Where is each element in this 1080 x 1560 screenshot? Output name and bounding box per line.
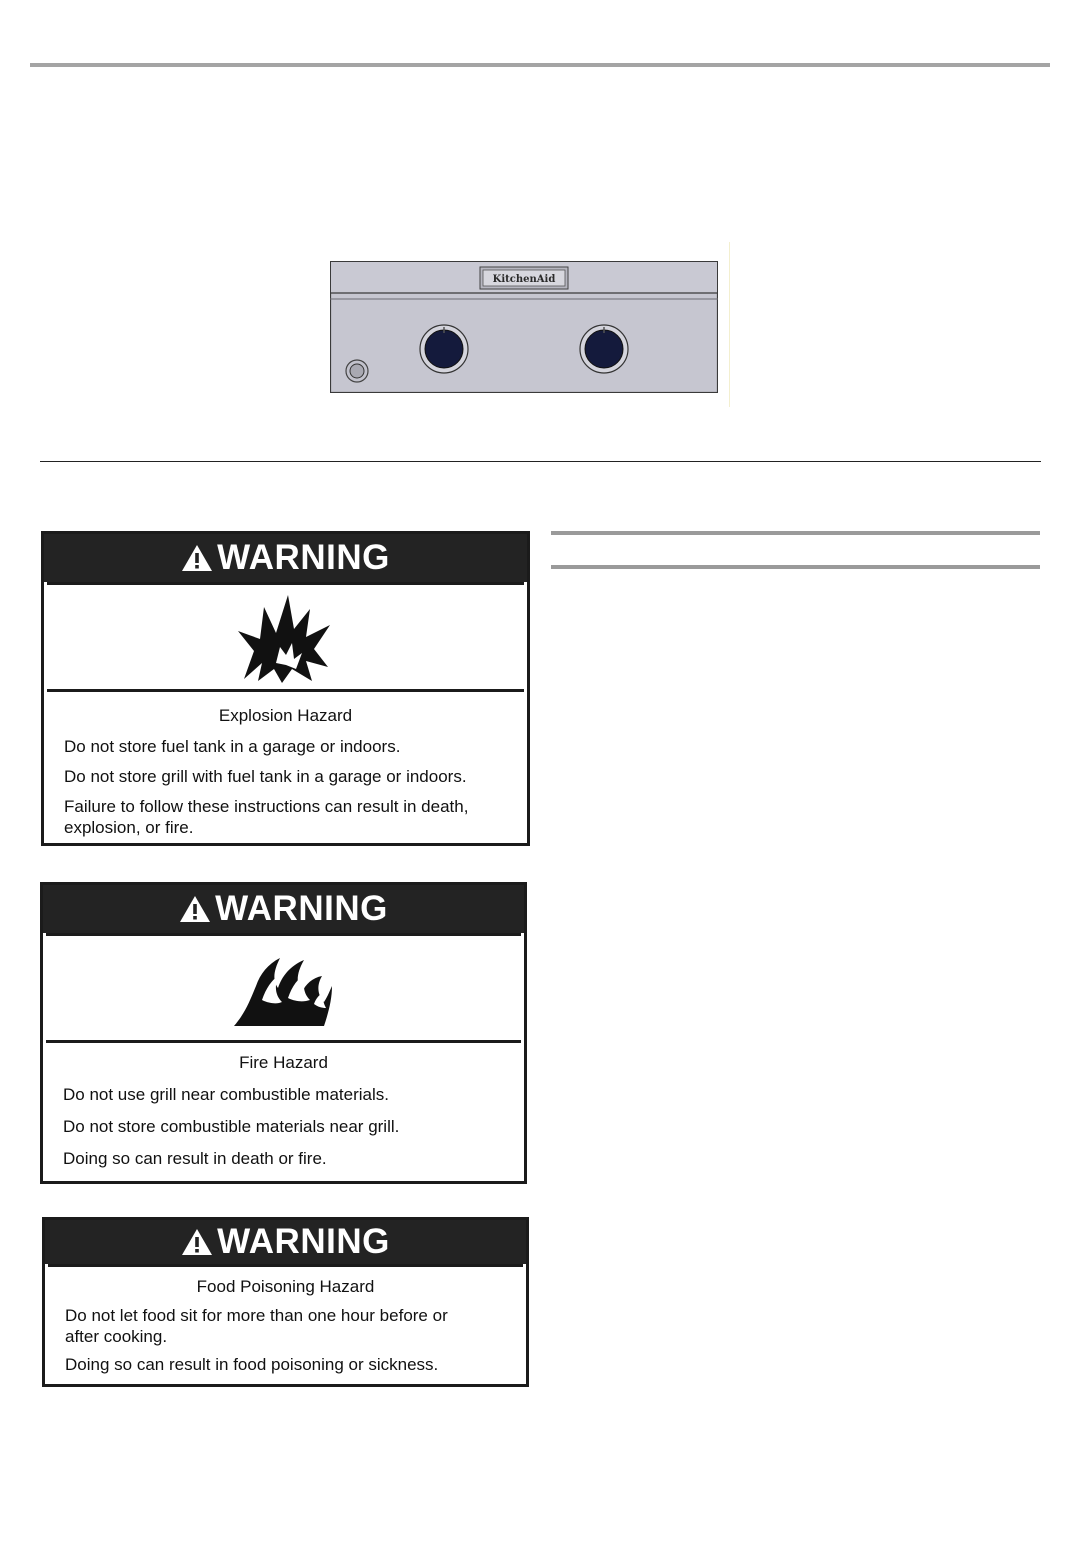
warning-line: Do not store grill with fuel tank in a garage or indoors. [64, 767, 467, 786]
faint-divider [729, 242, 730, 407]
warning-header-label: WARNING [217, 1222, 390, 1261]
warning-fire [40, 882, 527, 1184]
warning-explosion [41, 531, 530, 846]
warning-body [43, 1053, 524, 1169]
explosion-icon [236, 589, 336, 685]
alert-triangle-icon [181, 544, 213, 572]
warning-header-label: WARNING [217, 538, 390, 577]
warning-line: Do not let food sit for more than one hour before or after cooking. [65, 1306, 448, 1346]
warning-line: Do not store fuel tank in a garage or indoors. [64, 737, 401, 756]
warning-line: Do not use grill near combustible materials. [63, 1085, 389, 1104]
pictogram-area [46, 933, 521, 1043]
warning-header [45, 1220, 526, 1264]
section-divider [40, 461, 1041, 462]
top-rule [30, 63, 1050, 67]
warning-line: Do not store combustible materials near grill. [63, 1117, 400, 1136]
burner-knob-right[interactable] [580, 325, 628, 373]
logo-plate [480, 267, 568, 289]
alert-triangle-icon [179, 895, 211, 923]
warning-header [44, 534, 527, 582]
hazard-title: Food Poisoning Hazard [196, 1277, 375, 1296]
grill-control-panel [330, 261, 718, 393]
alert-triangle-icon [181, 1228, 213, 1256]
right-column-rule-bottom [551, 565, 1040, 569]
warning-food-poisoning [42, 1217, 529, 1387]
fire-icon [232, 948, 336, 1028]
warning-line: Doing so can result in food poisoning or sickness. [65, 1355, 439, 1374]
hazard-title: Explosion Hazard [218, 706, 353, 725]
right-column-rule-top [551, 531, 1040, 535]
warning-body [48, 1264, 523, 1375]
warning-header-label: WARNING [215, 889, 388, 928]
warning-header [43, 885, 524, 933]
warning-body [44, 706, 527, 838]
warning-line: Failure to follow these instructions can result in death, explosion, or fire. [64, 797, 469, 837]
burner-knob-left[interactable] [420, 325, 468, 373]
ignition-button[interactable] [346, 360, 368, 382]
hazard-title: Fire Hazard [239, 1053, 328, 1072]
logo-text: KitchenAid [492, 274, 556, 285]
warning-line: Doing so can result in death or fire. [63, 1149, 327, 1168]
pictogram-area [47, 582, 524, 692]
